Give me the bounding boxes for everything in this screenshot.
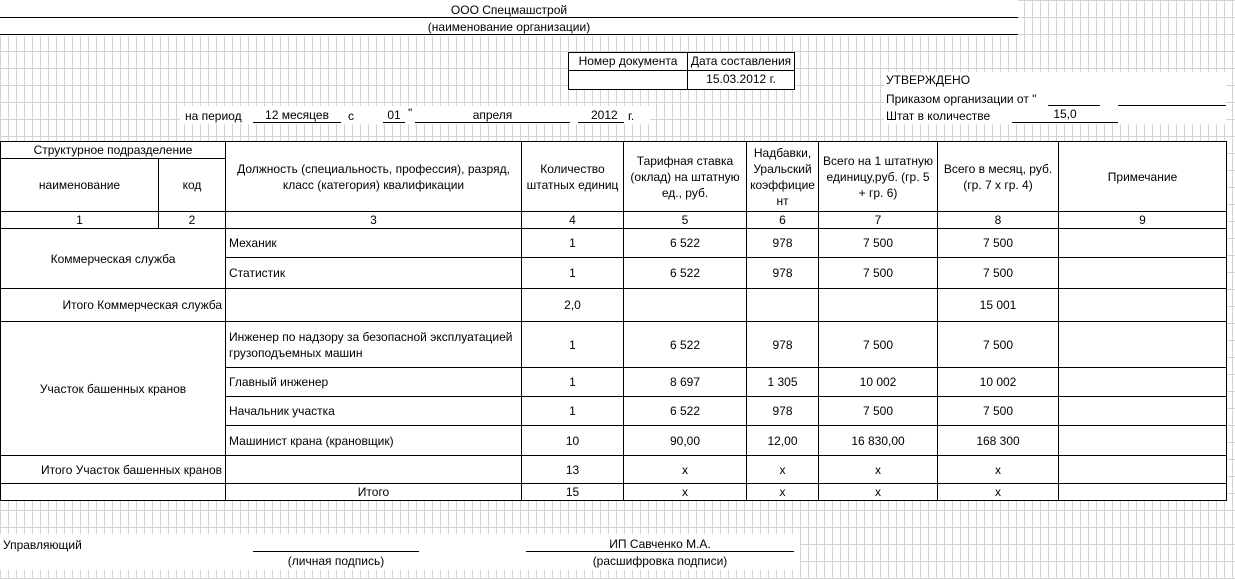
period-month-underline [415,122,570,123]
bonus-cell: х [747,484,819,501]
per-unit-cell: 10 002 [819,368,938,397]
doc-date-value[interactable]: 15.03.2012 г. [687,70,795,90]
rate-cell: х [624,456,747,484]
note-cell [1059,289,1227,322]
unit-name-cell: Коммерческая служба [1,229,226,289]
period-day-underline [383,122,405,123]
position-cell: Машинист крана (крановщик) [226,426,522,456]
per-unit-cell: х [819,456,938,484]
col-number: 3 [226,212,522,229]
header-per-month: Всего в месяц, руб. (гр. 7 х гр. 4) [938,142,1059,212]
bonus-cell: 1 305 [747,368,819,397]
doc-number-label: Номер документа [568,52,688,71]
signatory-name[interactable]: ИП Савченко М.А. [609,537,711,551]
grand-total-row [1,484,1227,501]
bonus-cell: 978 [747,258,819,289]
col-number: 5 [624,212,747,229]
personal-signature-caption: (личная подпись) [287,554,385,568]
signatory-name-underline [526,551,794,552]
period-year-underline [578,122,624,123]
per-month-cell: х [938,484,1059,501]
per-unit-cell: 7 500 [819,397,938,426]
bonus-cell [747,289,819,322]
position-cell: Инженер по надзору за безопасной эксплуатацией грузоподъемных машин [226,322,522,368]
position-cell [226,456,522,484]
org-caption-underline [0,34,1018,35]
col-number: 7 [819,212,938,229]
position-cell [226,289,522,322]
count-cell: 13 [522,456,624,484]
per-unit-cell: 7 500 [819,258,938,289]
rate-cell: 8 697 [624,368,747,397]
header-unit-name: наименование [1,159,159,212]
col-number: 1 [1,212,159,229]
col-number: 4 [522,212,624,229]
header-rate: Тарифная ставка (оклад) на штатную ед., руб. [624,142,747,212]
count-cell: 15 [522,484,624,501]
approval-staff-label: Штат в количестве [886,109,991,123]
note-cell [1059,229,1227,258]
doc-date-label: Дата составления [687,52,795,71]
period-month[interactable]: апреля [472,108,513,122]
count-cell: 2,0 [522,289,624,322]
period-duration[interactable]: 12 месяцев [265,108,329,122]
rate-cell: 6 522 [624,322,747,368]
per-unit-cell: 7 500 [819,229,938,258]
per-unit-cell: х [819,484,938,501]
bonus-cell: 978 [747,322,819,368]
rate-cell: 90,00 [624,426,747,456]
grand-total-label: Итого [226,484,522,501]
note-cell [1059,484,1227,501]
personal-signature-line[interactable] [253,551,419,552]
rate-cell: 6 522 [624,229,747,258]
subtotal-label: Итого Коммерческая служба [1,289,226,322]
per-month-cell: 7 500 [938,258,1059,289]
org-name-underline [0,17,1018,18]
position-cell: Начальник участка [226,397,522,426]
col-number: 9 [1059,212,1227,229]
per-month-cell: 7 500 [938,397,1059,426]
header-row-1 [1,142,1227,159]
per-month-cell: 15 001 [938,289,1059,322]
empty-cell [1,484,226,501]
note-cell [1059,368,1227,397]
count-cell: 10 [522,426,624,456]
header-count: Количество штатных единиц [522,142,624,212]
unit-name-cell: Участок башенных кранов [1,322,226,456]
per-month-cell: 10 002 [938,368,1059,397]
per-unit-cell [819,289,938,322]
header-note: Примечание [1059,142,1227,212]
rate-cell: 6 522 [624,397,747,426]
bonus-cell: 12,00 [747,426,819,456]
period-day[interactable]: 01 [387,108,401,122]
per-month-cell: 7 500 [938,322,1059,368]
header-unit-code: код [159,159,226,212]
approval-order-number-line[interactable] [1118,105,1226,106]
header-bonus: Надбавки, Уральский коэффицие нт [747,142,819,212]
staffing-table [0,141,1227,501]
period-label: на период [185,109,242,123]
table-row [1,322,1227,368]
position-cell: Статистик [226,258,522,289]
approval-title: УТВЕРЖДЕНО [886,73,971,87]
approval-order-date-line[interactable] [1048,105,1100,106]
bonus-cell: 978 [747,229,819,258]
per-month-cell: 7 500 [938,229,1059,258]
subtotal-label: Итого Участок башенных кранов [1,456,226,484]
manager-label: Управляющий [3,538,82,552]
per-month-cell: 168 300 [938,426,1059,456]
position-cell: Механик [226,229,522,258]
header-position: Должность (специальность, профессия), разряд, класс (категория) квалификации [226,142,522,212]
note-cell [1059,456,1227,484]
period-quote: " [408,106,413,120]
header-struct-unit: Структурное подразделение [1,142,226,159]
bonus-cell: х [747,456,819,484]
signatory-name-caption: (расшифровка подписи) [592,554,728,568]
subtotal-row [1,456,1227,484]
doc-number-value[interactable] [568,70,688,90]
count-cell: 1 [522,397,624,426]
per-unit-cell: 7 500 [819,322,938,368]
col-number: 2 [159,212,226,229]
org-name: ООО Спецмашстрой [450,3,568,17]
column-number-row [1,212,1227,229]
rate-cell [624,289,747,322]
note-cell [1059,426,1227,456]
per-month-cell: х [938,456,1059,484]
bonus-cell: 978 [747,397,819,426]
period-duration-underline [253,122,341,123]
period-from-label: с [348,109,354,123]
table-row [1,229,1227,258]
approval-staff-underline [1012,122,1118,123]
period-year-suffix: г. [628,109,635,123]
col-number: 8 [938,212,1059,229]
approval-order-label: Приказом организации от " [886,92,1037,106]
note-cell [1059,397,1227,426]
header-per-unit: Всего на 1 штатную единицу,руб. (гр. 5 + гр. 6) [819,142,938,212]
org-caption: (наименование организации) [427,20,591,34]
rate-cell: 6 522 [624,258,747,289]
count-cell: 1 [522,229,624,258]
approval-staff-value[interactable]: 15,0 [1053,107,1077,121]
count-cell: 1 [522,368,624,397]
count-cell: 1 [522,258,624,289]
col-number: 6 [747,212,819,229]
subtotal-row [1,289,1227,322]
position-cell: Главный инженер [226,368,522,397]
note-cell [1059,258,1227,289]
note-cell [1059,322,1227,368]
per-unit-cell: 16 830,00 [819,426,938,456]
rate-cell: х [624,484,747,501]
count-cell: 1 [522,322,624,368]
period-year[interactable]: 2012 [591,108,618,122]
